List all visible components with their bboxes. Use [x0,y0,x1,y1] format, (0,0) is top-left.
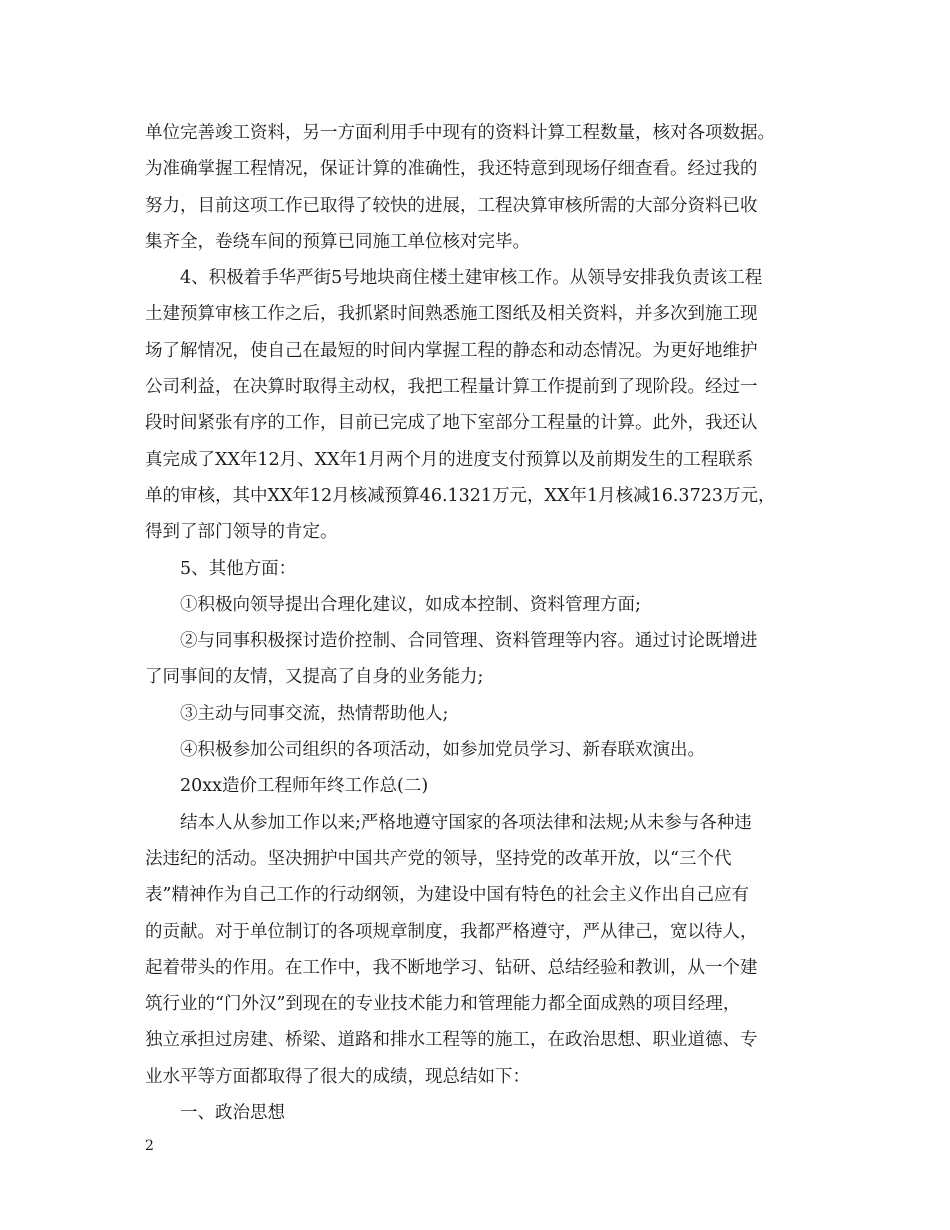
text-line: 单的审核，其中XX年12月核减预算46.1321万元，XX年1月核减16.3723万元， [145,485,776,506]
text-line: 筑行业的“门外汉”到现在的专业技术能力和管理能力都全面成熟的项目经理， [145,994,741,1015]
text-line: ①积极向领导提出合理化建议，如成本控制、资料管理方面; [180,594,641,615]
text-line: 真完成了XX年12月、XX年1月两个月的进度支付预算以及前期发生的工程联系 [145,449,754,470]
text-line: 段时间紧张有序的工作，目前已完成了地下室部分工程量的计算。此外，我还认 [145,413,758,434]
text-line: 20xx造价工程师年终工作总(二) [180,776,429,797]
text-line: 4、积极着手华严街5号地块商住楼土建审核工作。从领导安排我负责该工程 [180,268,763,289]
text-line: 法违纪的活动。坚决拥护中国共产党的领导，坚持党的改革开放，以“三个代 [145,848,732,869]
text-line: 表”精神作为自己工作的行动纲领，为建设中国有特色的社会主义作出自己应有 [145,885,749,906]
text-line: 单位完善竣工资料，另一方面利用手中现有的资料计算工程数量，核对各项数据。 [145,123,775,143]
document-body [145,115,810,1131]
text-line: 业水平等方面都取得了很大的成绩，现总结如下： [145,1066,530,1087]
text-line: 起着带头的作用。在工作中，我不断地学习、钻研、总结经验和教训，从一个建 [145,957,758,978]
text-line: 结本人从参加工作以来;严格地遵守国家的各项法律和法规;从未参与各种违 [180,812,752,833]
text-line: 得到了部门领导的肯定。 [145,522,338,543]
text-line: 场了解情况，使自己在最短的时间内掌握工程的静态和动态情况。为更好地维护 [145,340,758,361]
text-line: 了同事间的友情，又提高了自身的业务能力; [145,667,484,688]
text-line: 集齐全，卷绕车间的预算已同施工单位核对完毕。 [145,231,530,252]
text-line: ④积极参加公司组织的各项活动，如参加党员学习、新春联欢演出。 [180,740,705,761]
text-line: 为准确掌握工程情况，保证计算的准确性，我还特意到现场仔细查看。经过我的 [145,159,758,180]
page-number: 2 [145,1138,154,1154]
text-line: 一、政治思想 [180,1103,285,1124]
text-line: 独立承担过房建、桥梁、道路和排水工程等的施工，在政治思想、职业道德、专 [145,1030,758,1051]
text-line: 土建预算审核工作之后，我抓紧时间熟悉施工图纸及相关资料，并多次到施工现 [145,304,758,325]
text-line: 公司利益，在决算时取得主动权，我把工程量计算工作提前到了现阶段。经过一 [145,377,758,398]
text-line: ③主动与同事交流，热情帮助他人; [180,703,449,724]
text-line: 的贡献。对于单位制订的各项规章制度，我都严格遵守，严从律己，宽以待人， [145,921,758,942]
text-line: 5、其他方面： [180,558,297,579]
text-line: ②与同事积极探讨造价控制、合同管理、资料管理等内容。通过讨论既增进 [180,631,758,652]
text-line: 努力，目前这项工作已取得了较快的进展，工程决算审核所需的大部分资料已收 [145,195,758,216]
